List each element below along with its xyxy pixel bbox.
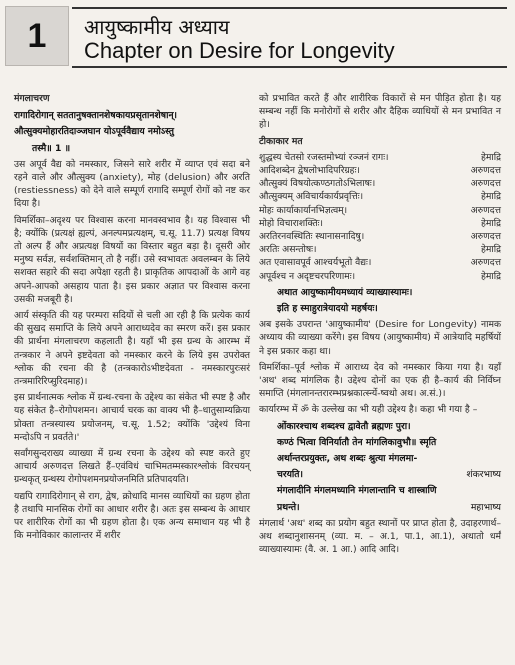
source-citation: महाभाष्य [470, 501, 501, 513]
commentary-text: अत एवासावपूर्व आश्चर्यभूतो वैद्यः। [259, 257, 372, 269]
commentary-text: अरतिः असन्तोषः। [259, 244, 317, 256]
commentary-author: अरुणदत्त [470, 178, 501, 190]
commentary-author: हेमाद्रि [480, 270, 501, 282]
commentary-text: अरतिरनवस्थितिः स्थानासनादिषु। [259, 231, 365, 243]
commentary-heading: टीकाकार मत [259, 135, 303, 147]
paragraph: विमर्शिका–अदृश्य पर विश्वास करना मानवस्वभाव है। यह विश्वास भी है; क्योंकि (प्रत्यक्षं ह्यल्पं, अनल्पमप्रत्यक्षम्, च.सू. 11.7) प्रत्यक्ष विषय तो अल्प हैं और अप्रत्यक्ष विषयों का विस्तार बहुत बड़ा है। दूसरी ओर मनुष्य सर्वज्ञ, सर्वशक्तिमान् तो है नहीं। उसे स्वभावतः अवलम्बन के लिये सशक्त सहारे की सदा अपेक्षा रहती है। प्राकृतिक आपदाओं के आगे वह अपने-आपको असहाय पाता है। इस प्रकार अज्ञात पर विश्वास करना उसकी मजबूरी है। [14, 214, 250, 305]
paragraph: मंगलार्थ 'अथ' शब्द का प्रयोग बहुत स्थानों पर प्राप्त होता है, उदाहरणार्थ–अथ शब्दानुशासनम् (व्या. म. – अ.1, पा.1, आ.1), अथातो धर्मं व्याख्यास्यामः (वै. अ. 1 आ.) आदि आदि। [259, 517, 501, 556]
table-row [259, 256, 501, 269]
commentary-text: मोहः कार्याकार्यानभिज्ञत्वम्। [259, 204, 348, 216]
paragraph: कार्यारम्भ में ॐ के उल्लेख का भी यही उद्देश्य है। कहा भी गया है – [259, 404, 478, 416]
table-row [259, 243, 501, 256]
verse-line: अर्थान्तरप्रयुक्तः, अथ शब्दः श्रुत्या मंगलमा- [277, 453, 418, 465]
chapter-title-hindi: आयुष्कामीय अध्याय [84, 15, 230, 39]
verse-text: चरयति। [277, 469, 304, 481]
table-row [259, 217, 501, 230]
verse-line [259, 501, 501, 514]
commentary-text: औत्सुक्यम् अविचार्यकार्यप्रवृत्तिः। [259, 191, 364, 203]
table-row [259, 230, 501, 243]
paragraph: आर्य संस्कृति की यह परम्परा सदियों से चली आ रही है कि प्रत्येक कार्य की सुखद समाप्ति के लिये अपने आराध्यदेव का स्मरण करें। इस प्रकार की प्रार्थना मंगलाचरण कहलाती है। यहाँ भी इस ग्रन्थ के आरम्भ में तन्त्रकार ने अपने इष्टदेवता को नमस्कार करने के लिये इस उपरोक्त श्लोक की रचना की है (तन्त्रकारोऽभीष्टदेवता - नमस्कारपुरःसरं तन्त्रमारिरिप्सुरिदमाह)। [14, 310, 250, 388]
commentary-text: मोहो विचाराशक्तिः। [259, 217, 324, 229]
verse-line: तस्मै॥ 1 ॥ [32, 142, 71, 154]
paragraph: इस प्रार्थनात्मक श्लोक में ग्रन्थ-रचना के उद्देश्य का संकेत भी स्पष्ट है और यह संकेत है–रोगोपशमन। आचार्य चरक का वाक्य भी है–धातुसाम्यक्रिया प्रोक्ता तन्त्रस्यास्य प्रयोजनम्, च.सू. 1.52; क्योंकि 'उद्देश्यं विना मन्दोऽपि न प्रवर्तते।' [14, 392, 250, 443]
chapter-number: 1 [5, 6, 69, 66]
commentary-author: अरुणदत्त [470, 257, 501, 269]
paragraph: को प्रभावित करते हैं और शारीरिक विकारों से मन पीड़ित होता है। यह सम्बन्ध नहीं कि मनोरोगों से शरीर और दैहिक व्याधियों से मन प्रभावित न हो। [259, 93, 501, 131]
verse-line: औत्सुक्यमोहारतिदाञ्जघान योऽपूर्ववैद्याय नमोऽस्तु [14, 126, 174, 138]
paragraph: यद्यपि रागादिरोगान् से राग, द्वेष, क्रोधादि मानस व्याधियों का ग्रहण होता है तथापि मानसिक रोगों का आधार शरीर है। अतः इस सम्बन्ध के आधार पर शारीरिक रोगों का भी ग्रहण होता है। एक अन्य समाधान यह भी है कि मनोविकार कालान्तर में शरीर [14, 490, 250, 542]
commentary-text: अपूर्वश्च न अदृष्टचरपरिणामः। [259, 270, 356, 282]
commentary-author: अरुणदत्त [470, 231, 501, 243]
verse-line: इति ह स्माहुरात्रेयादयो महर्षयः। [277, 303, 378, 315]
commentary-author: हेमाद्रि [480, 217, 501, 229]
section-heading: मंगलाचरण [14, 93, 50, 104]
left-column [14, 92, 250, 546]
commentary-author: हेमाद्रि [480, 244, 501, 256]
table-row [259, 270, 501, 283]
chapter-header [0, 0, 515, 76]
table-row [259, 190, 501, 203]
paragraph: सर्वांगसुन्दराख्य व्याख्या में ग्रन्थ रचना के उद्देश्य को स्पष्ट करते हुए आचार्य अरुणदत्त लिखते हैं–एवंविधं चाभिमतम्मस्कारश्लोकं विरचयन् ग्रन्थकृत् ग्रन्थस्य रोगोपशमनप्रयोजनमिति प्रतिपादयति। [14, 448, 250, 486]
commentary-author: हेमाद्रि [480, 191, 501, 203]
verse-text: प्रथन्ते। [277, 501, 300, 513]
header-rule-bottom [72, 66, 507, 68]
commentary-text: शुद्धस्य चेतसो रजस्तमोभ्यां रञ्जनं रागः। [259, 151, 389, 163]
source-citation: शंकरभाष्य [466, 469, 501, 481]
verse-line [259, 468, 501, 481]
commentary-author: अरुणदत्त [470, 204, 501, 216]
verse-line: अथात आयुष्कामीयमध्यायं व्याख्यास्यामः। [277, 286, 413, 298]
verse-line: कण्ठं भित्वा विनिर्यातौ तेन मांगलिकावुभौ॥ स्मृति [277, 436, 437, 448]
commentary-author: हेमाद्रि [480, 151, 501, 163]
verse-line: रागादिरोगान् सततानुषक्तानशेषकायप्रसृतानशेषान्। [14, 110, 178, 122]
right-column [259, 92, 501, 560]
table-row [259, 177, 501, 190]
table-row [259, 151, 501, 164]
header-rule-top [72, 7, 507, 9]
commentary-table [259, 151, 501, 283]
commentary-author: अरुणदत्त [470, 165, 501, 177]
commentary-text: आदिशब्देन द्वेषलोभादिपरिग्रहः। [259, 165, 360, 177]
paragraph: अब इसके उपरान्त 'आयुष्कामीय' (Desire for Longevity) नामक अध्याय की व्याख्या करेंगे। इस विषय (आयुष्कामीय) में आत्रेयादि महर्षियों ने इस प्रकार कहा था। [259, 319, 501, 357]
verse-line: मंगलादीनि मंगलमध्यानि मंगलान्तानि च शास्त्राणि [277, 485, 437, 497]
verse-line: ओंकारश्चाथ शब्दश्च द्वावेतौ ब्रह्मणः पुरा। [277, 420, 411, 432]
paragraph: उस अपूर्व वैद्य को नमस्कार, जिसने सारे शरीर में व्याप्त एवं सदा बने रहने वाले और औत्सुक्य (anxiety), मोह (delusion) और अरति (restiessness) को देने वाले सम्पूर्ण रागादि सम्पूर्ण रोगों को नष्ट कर दिया है। [14, 158, 250, 210]
commentary-text: औत्सुक्यं विषयोत्कण्ठगतोऽभिलाषः। [259, 178, 376, 190]
chapter-title-english: Chapter on Desire for Longevity [84, 38, 395, 63]
table-row [259, 204, 501, 217]
table-row [259, 164, 501, 177]
paragraph: विमर्शिका–पूर्व श्लोक में आराध्य देव को नमस्कार किया गया है। यहाँ 'अथ' शब्द मांगलिक है। उद्देश्य दोनों का एक ही है–कार्य की निर्विघ्न समाप्ति (मंगलानन्तरारम्भप्रश्नकार्त्स्न्ये-ष्वथो अथ। अ.सं.)। [259, 361, 501, 400]
